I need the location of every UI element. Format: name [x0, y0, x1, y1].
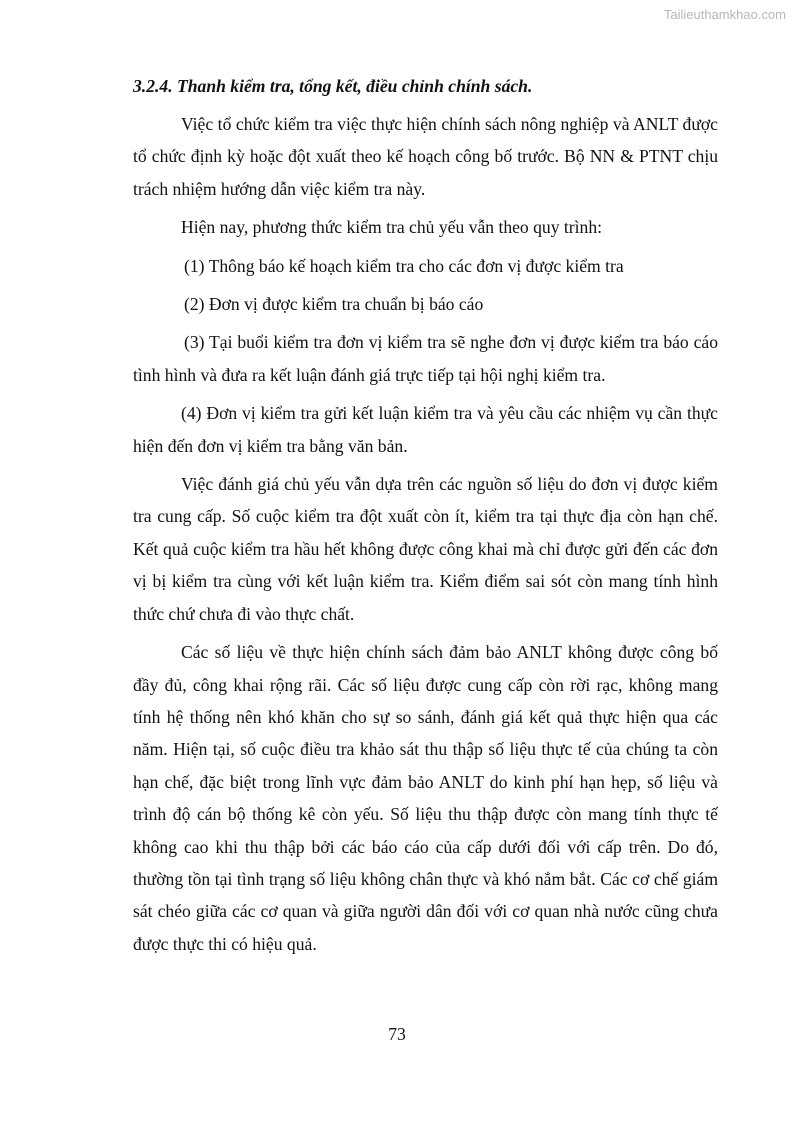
paragraph-3: Việc đánh giá chủ yếu vẫn dựa trên các nguồn số liệu do đơn vị được kiểm tra cung cấp. Số cuộc kiểm tra đột xuất còn ít, kiểm tra tại thực địa còn hạn chế. Kết quả cuộc kiểm tra hầu hết không được công khai mà chỉ được gửi đến các đơn vị bị kiểm tra cùng với kết luận kiểm tra. Kiểm điểm sai sót còn mang tính hình thức chứ chưa đi vào thực chất. — [133, 474, 718, 624]
watermark: Tailieuthamkhao.com — [663, 7, 786, 22]
step-1: (1) Thông báo kế hoạch kiểm tra cho các đơn vị được kiểm tra — [184, 255, 624, 276]
step-3: (3) Tại buổi kiểm tra đơn vị kiểm tra sẽ nghe đơn vị được kiểm tra báo cáo tình hình và đưa ra kết luận đánh giá trực tiếp tại hội nghị kiểm tra. — [133, 332, 718, 385]
section-heading: 3.2.4. Thanh kiểm tra, tổng kết, điều chỉnh chính sách. — [133, 76, 533, 96]
paragraph-1: Việc tổ chức kiểm tra việc thực hiện chính sách nông nghiệp và ANLT được tổ chức định kỳ hoặc đột xuất theo kế hoạch công bố trước. Bộ NN & PTNT chịu trách nhiệm hướng dẫn việc kiểm tra này. — [133, 114, 718, 199]
step-2: (2) Đơn vị được kiểm tra chuẩn bị báo cáo — [184, 294, 484, 315]
page-number: 73 — [388, 1024, 406, 1044]
step-4: (4) Đơn vị kiểm tra gửi kết luận kiểm tra và yêu cầu các nhiệm vụ cần thực hiện đến đơn vị kiểm tra bằng văn bản. — [133, 403, 718, 456]
paragraph-4: Các số liệu về thực hiện chính sách đảm bảo ANLT không được công bố đầy đủ, công khai rộng rãi. Các số liệu được cung cấp còn rời rạc, không mang tính hệ thống nên khó khăn cho sự so sánh, đánh giá kết quả thực hiện qua các năm. Hiện tại, số cuộc điều tra khảo sát thu thập số liệu thực tế của chúng ta còn hạn chế, đặc biệt trong lĩnh vực đảm bảo ANLT do kinh phí hạn hẹp, số liệu và trình độ cán bộ thống kê còn yếu. Số liệu thu thập được còn mang tính thực tế không cao khi thu thập bởi các báo cáo của cấp dưới đối với cấp trên. Do đó, thường tồn tại tình trạng số liệu không chân thực và khó nắm bắt. Các cơ chế giám sát chéo giữa các cơ quan và giữa người dân đối với cơ quan nhà nước cũng chưa được thực thi có hiệu quả. — [133, 642, 718, 954]
page-content — [133, 70, 718, 966]
paragraph-2: Hiện nay, phương thức kiểm tra chủ yếu vẫn theo quy trình: — [181, 217, 603, 238]
